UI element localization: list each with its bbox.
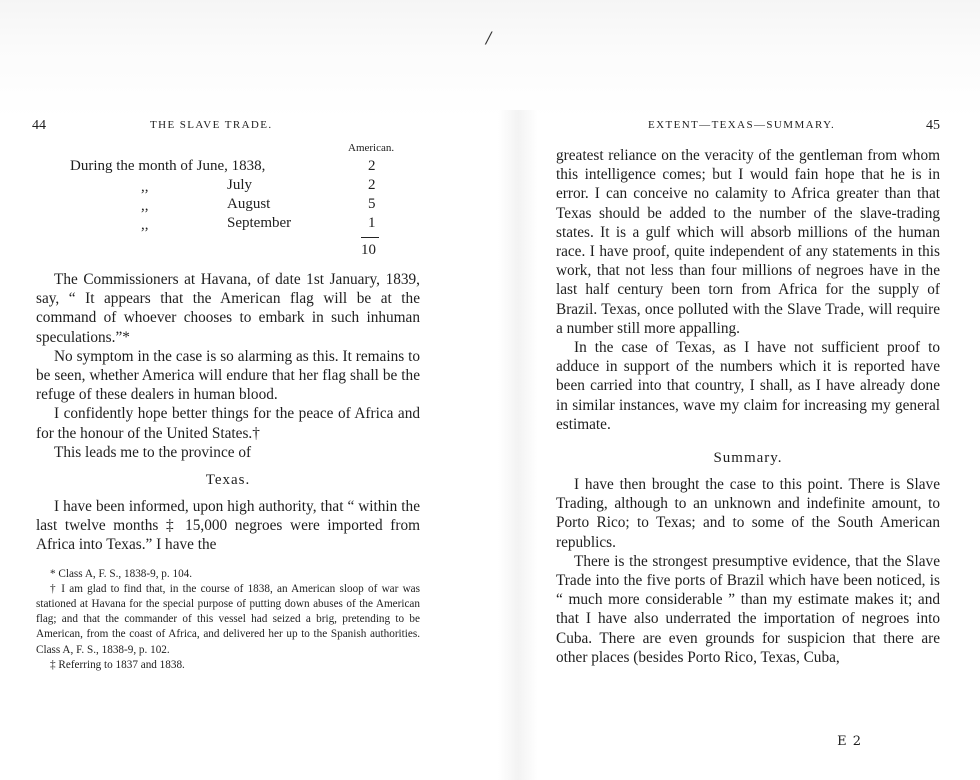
table-row-label: July	[227, 177, 253, 193]
footnote: † I am glad to find that, in the course of 1838, an American sloop of war was stationed at Havana for the special purpose of putting down abuses of the American flag; and that the commander of this vessel had seized a brig, pretending to be American, from the coast of Africa, and delivered her up to the Spanish authorities. Class A, F. S., 1838-9, p. 102.	[36, 582, 420, 656]
right-page-number: 45	[926, 118, 940, 133]
table-row-ditto: ,,	[141, 179, 149, 195]
section-heading-summary: Summary.	[713, 450, 783, 467]
section-heading-texas: Texas.	[205, 472, 251, 489]
top-mark: /	[486, 28, 492, 47]
footnotes	[36, 567, 420, 673]
book-gutter	[498, 110, 538, 780]
table-total-rule	[361, 237, 379, 238]
scan-shadow	[0, 0, 980, 118]
table-row-ditto: ,,	[141, 217, 149, 233]
paragraph: No symptom in the case is so alarming as this. It remains to be seen, whether America will endure that her flag shall be the refuge of these dealers in human blood.	[36, 347, 420, 404]
right-running-head: EXTENT—TEXAS—SUMMARY.	[648, 119, 836, 131]
paragraph: In the case of Texas, as I have not sufficient proof to adduce in support of the numbers which it is reported have been carried into that country, I shall, as I have already done in similar instances, wave my claim for increasing my general estimate.	[556, 339, 940, 433]
table-column-header: American.	[348, 142, 395, 154]
table-row-label: During the month of June, 1838,	[70, 158, 266, 174]
paragraph: The Commissioners at Havana, of date 1st January, 1839, say, “ It appears that the American flag will be at the command of whoever chooses to embark in such inhuman speculations.”*	[36, 271, 420, 346]
paragraph: I have then brought the case to this point. There is Slave Trading, although to an unknown and indefinite amount, to Porto Rico; to Texas; and to some of the South American republics.	[556, 476, 940, 551]
table-row-ditto: ,,	[141, 198, 149, 214]
paragraph: This leads me to the province of	[54, 443, 252, 461]
import-table	[36, 142, 426, 262]
table-row-value: 5	[368, 196, 376, 212]
table-row-value: 2	[368, 158, 376, 174]
table-row-value: 2	[368, 177, 376, 193]
right-page	[556, 146, 940, 667]
paragraph: greatest reliance on the veracity of the gentleman from whom this intelligence comes; but I would fain hope that he is in error. I can conceive no calamity to Africa greater than that Texas should be added to the number of the slave-trading states. It is a gulf which will absorb millions of the human race. I have proof, quite independent of any statements in this work, that not less than four millions of negroes have in the last half century been torn from Africa for the supply of Brazil. Texas, once polluted with the Slave Trade, will require a number still more appalling.	[556, 147, 940, 337]
paragraph: I confidently hope better things for the peace of Africa and for the honour of the United States.†	[36, 405, 420, 442]
paragraph: There is the strongest presumptive evidence, that the Slave Trade into the five ports of Brazil which have been noticed, is “ much more considerable ” than my estimate makes it; and that I have also underrated the importation of negroes into Cuba. There are even grounds for suspicion that there are other places (besides Porto Rico, Texas, Cuba,	[556, 552, 940, 666]
paragraph: I have been informed, upon high authority, that “ within the last twelve months ‡ 15,000 negroes were imported from Africa into Texas.” I have the	[36, 498, 420, 554]
table-row-value: 1	[368, 215, 376, 231]
footnote: * Class A, F. S., 1838-9, p. 104.	[50, 567, 193, 580]
table-row-label: September	[227, 215, 292, 231]
left-page-number: 44	[32, 118, 46, 133]
signature-mark: E 2	[837, 734, 862, 749]
table-total: 10	[361, 242, 376, 258]
footnote: ‡ Referring to 1837 and 1838.	[50, 658, 185, 671]
left-running-head: THE SLAVE TRADE.	[150, 119, 273, 131]
table-row-label: August	[227, 196, 271, 212]
